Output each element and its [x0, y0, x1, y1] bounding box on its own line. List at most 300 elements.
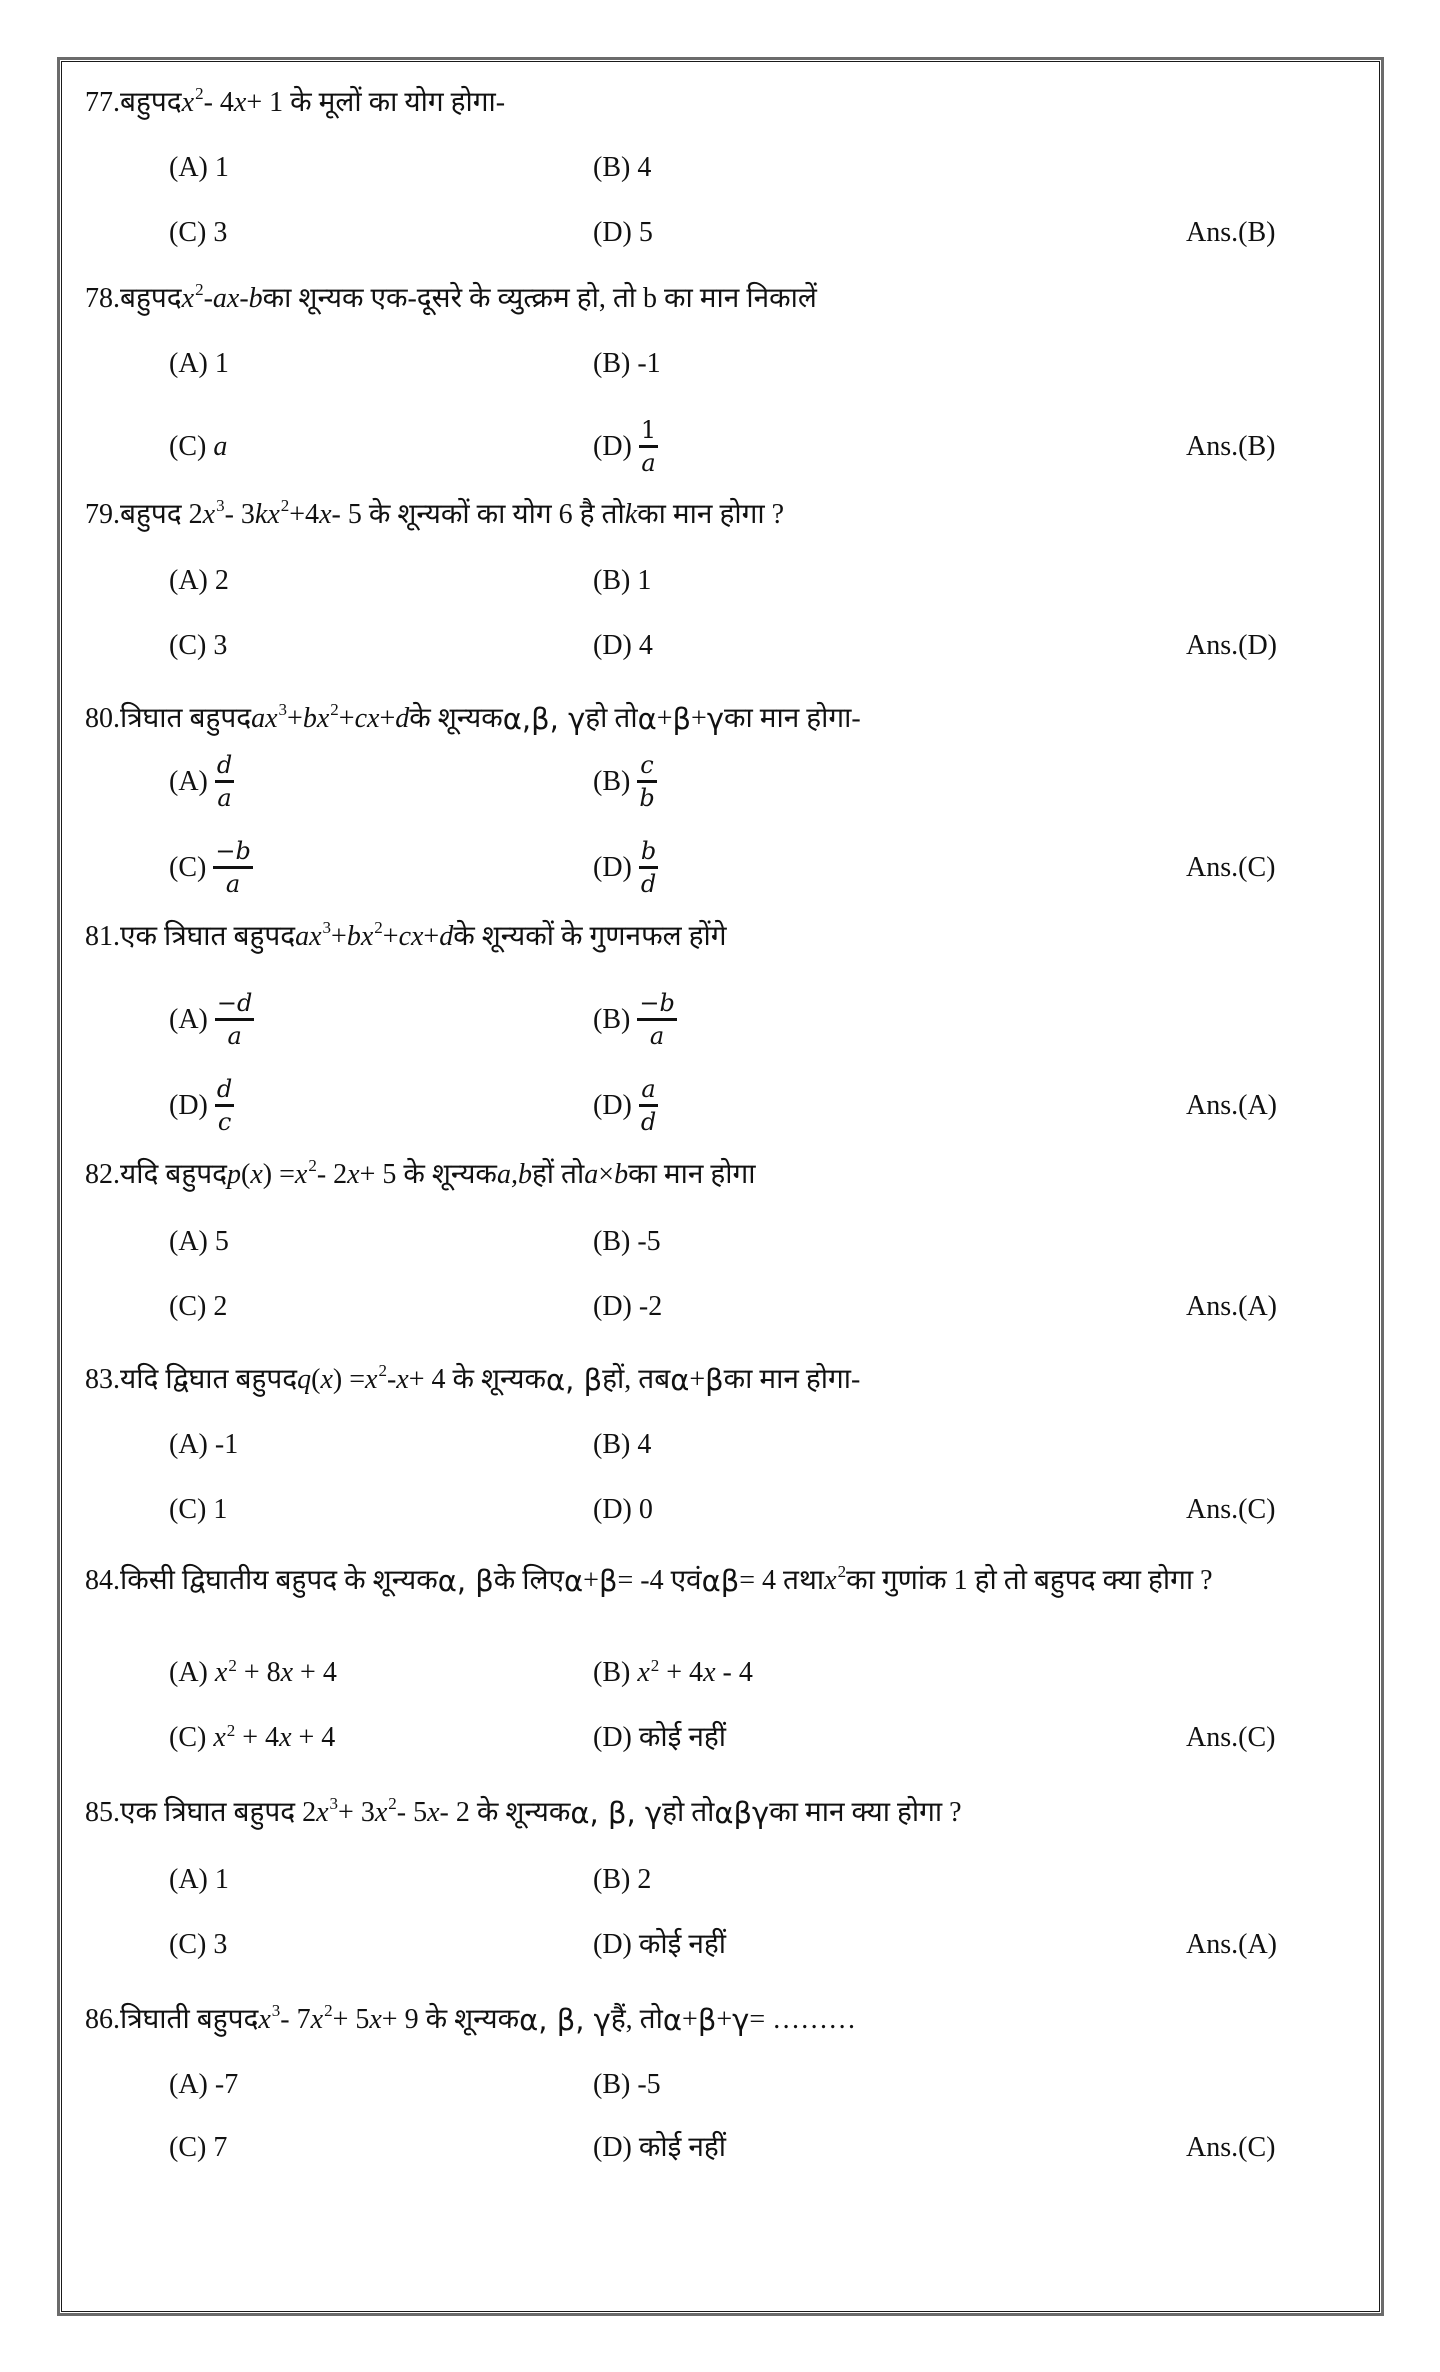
math-variable: x [233, 87, 247, 118]
option [169, 624, 227, 668]
fraction-denominator: c [217, 1107, 232, 1136]
math-exponent: 3 [329, 1793, 339, 1813]
greek-symbol: α,β, γ [502, 701, 586, 736]
text-run: - [203, 283, 213, 314]
option [169, 1220, 229, 1264]
text-run: + [287, 703, 303, 734]
math-variable: cx [398, 921, 424, 952]
math-variable: kx [254, 499, 280, 530]
text-run: का गुणांक 1 हो तो बहुपद क्या होगा ? [846, 1565, 1213, 1596]
option-label: (D) [593, 431, 632, 462]
fraction-numerator: b [640, 837, 657, 866]
fraction-numerator: a [641, 1075, 656, 1104]
option [169, 559, 229, 603]
option-label: (B) [593, 1864, 631, 1895]
fraction-denominator: d [640, 1107, 657, 1136]
math-variable: x [316, 1797, 329, 1828]
fraction [215, 753, 234, 811]
math-exponent: 2 [388, 1793, 397, 1813]
text-run: - 2 के शून्यक [439, 1797, 571, 1828]
fraction-numerator: 1 [640, 416, 657, 445]
math-exponent: 3 [278, 699, 288, 719]
option [593, 1858, 651, 1902]
fraction-denominator: a [225, 869, 241, 898]
text-run: बहुपद 2 [120, 499, 203, 530]
math-exponent: 2 [280, 495, 290, 515]
option-value: -1 [214, 1429, 239, 1460]
option-value: 3 [213, 1929, 228, 1960]
text-run: + [338, 703, 355, 734]
option [593, 559, 651, 603]
math-exponent: 2 [195, 279, 204, 299]
option [593, 2063, 661, 2107]
option-value: 3 [213, 217, 228, 248]
math-exponent: 2 [330, 699, 339, 719]
question-text [85, 697, 861, 741]
option-label: (C) [169, 1291, 207, 1322]
option [593, 1716, 726, 1760]
math-variable: x [319, 499, 332, 530]
option-expression [213, 1721, 336, 1753]
option [169, 837, 253, 898]
answer-value: (C) [1238, 2132, 1276, 2163]
greek-symbol: αβ [701, 1563, 740, 1598]
answer-key [1186, 1084, 1277, 1128]
math-variable: x [202, 499, 216, 530]
option-value: 0 [638, 1494, 653, 1525]
text-run: यदि द्विघात बहुपद [120, 1364, 298, 1395]
answer-key [1186, 211, 1275, 255]
option-label: (D) [593, 1090, 632, 1121]
option [169, 211, 227, 255]
option-label: (D) [593, 1929, 632, 1960]
text-run: का मान होगा- [724, 703, 861, 734]
text-run: यदि बहुपद [120, 1159, 227, 1190]
greek-symbol: α [637, 701, 657, 736]
fraction [215, 1077, 234, 1135]
math-variable: x [280, 1657, 294, 1688]
math-variable: b [248, 283, 263, 314]
option-label: (A) [169, 766, 208, 797]
option [169, 1488, 227, 1532]
option [169, 2063, 238, 2107]
text-run: हैं, तो [610, 2004, 663, 2035]
math-variable: x [347, 1159, 360, 1190]
math-variable: x [279, 1722, 292, 1753]
text-run: - 3 [224, 499, 255, 530]
option [593, 837, 658, 898]
answer-key [1186, 846, 1275, 890]
text-run: + [583, 1565, 599, 1596]
math-variable: x [396, 1364, 409, 1395]
math-variable: ax [295, 921, 322, 952]
question-number: 85. [85, 1797, 120, 1828]
answer-value: (A) [1238, 1929, 1277, 1960]
fraction-denominator: a [227, 1021, 242, 1050]
math-variable: x [213, 1722, 226, 1753]
option [593, 1285, 662, 1329]
text-run: त्रिघाती बहुपद [120, 2004, 259, 2035]
answer-prefix: Ans. [1186, 1494, 1239, 1525]
option-label: (D) [593, 1722, 632, 1753]
question-number: 80. [85, 703, 120, 734]
option-label: (C) [169, 630, 207, 661]
option-value: 1 [213, 1494, 228, 1525]
fraction [637, 753, 656, 811]
fraction-numerator: d [216, 1075, 233, 1104]
answer-key [1186, 624, 1277, 668]
option-value: 5 [214, 1226, 229, 1257]
math-variable: a [584, 1159, 599, 1190]
text-run: + [691, 703, 707, 734]
math-variable: p [227, 1159, 241, 1190]
text-run: ) = [332, 1364, 365, 1395]
text-run: + 5 के शून्यक [359, 1159, 497, 1190]
option [169, 1075, 234, 1136]
option-value: 4 [637, 152, 652, 183]
option [169, 2126, 227, 2170]
math-exponent: 3 [216, 495, 225, 515]
option-label: (D) [593, 217, 632, 248]
question-number: 79. [85, 499, 120, 530]
fraction-numerator: d [216, 751, 233, 780]
fraction-numerator: −b [215, 837, 251, 866]
option-label: (D) [593, 1291, 632, 1322]
greek-symbol: β [598, 1563, 618, 1598]
option-value: 3 [213, 630, 228, 661]
answer-key [1186, 1285, 1277, 1329]
question-text [85, 493, 784, 537]
math-variable: x [427, 1797, 440, 1828]
question-text [85, 915, 727, 959]
option-value: 4 [638, 630, 653, 661]
math-variable: x [258, 2004, 271, 2035]
option [169, 1651, 337, 1695]
math-variable: d [439, 921, 454, 952]
answer-prefix: Ans. [1186, 852, 1239, 883]
math-variable: ax [251, 703, 278, 734]
fraction [215, 991, 254, 1049]
text-run: ( [311, 1364, 321, 1395]
math-variable: a,b [496, 1159, 532, 1190]
math-exponent: 2 [324, 2000, 333, 2020]
text-run: - 7 [280, 2004, 311, 2035]
fraction-denominator: d [640, 869, 657, 898]
text-run: - 5 [396, 1797, 428, 1828]
question-number: 81. [85, 921, 120, 952]
option-label: (B) [593, 2069, 631, 2100]
math-exponent: 2 [378, 1360, 387, 1380]
text-run: - 4 [715, 1657, 753, 1688]
option [169, 1716, 335, 1760]
math-variable: b [614, 1159, 629, 1190]
question-text [85, 1559, 1213, 1603]
answer-prefix: Ans. [1186, 1291, 1239, 1322]
fraction-numerator: −d [216, 989, 253, 1018]
text-run: का शून्यक एक-दूसरे के व्युत्क्रम हो, तो b का मान निकालें [262, 283, 817, 314]
question-number: 77. [85, 87, 120, 118]
text-run: - 2 [316, 1159, 348, 1190]
option [593, 1423, 651, 1467]
fraction [639, 418, 658, 476]
option-label: (B) [593, 766, 631, 797]
greek-symbol: α [662, 2002, 683, 2037]
answer-prefix: Ans. [1186, 1090, 1239, 1121]
math-variable: ax [212, 283, 240, 314]
greek-symbol: β [697, 2002, 717, 2037]
text-run: + 3 [338, 1797, 375, 1828]
answer-value: (C) [1238, 852, 1276, 883]
text-run: के लिए [493, 1565, 565, 1596]
greek-symbol: α, β [546, 1362, 603, 1397]
option-value: 1 [637, 565, 652, 596]
math-exponent: 2 [650, 1656, 660, 1675]
option [593, 146, 651, 190]
fraction-denominator: a [641, 448, 656, 477]
option [169, 1858, 229, 1902]
math-exponent: 2 [837, 1561, 847, 1581]
text-run: + 4 के शून्यक [408, 1364, 547, 1395]
option [593, 624, 653, 668]
greek-symbol: β [672, 701, 692, 736]
option-label: (B) [593, 1226, 631, 1257]
text-run: = 4 तथा [739, 1565, 825, 1596]
option-label: (A) [169, 1004, 208, 1035]
question-text [85, 1153, 756, 1197]
math-variable: x [365, 1364, 378, 1395]
option-value: 2 [214, 565, 229, 596]
fraction-denominator: a [649, 1021, 665, 1050]
option-label: (B) [593, 348, 631, 379]
greek-symbol: γ [732, 2002, 750, 2037]
text-run: + 4 [293, 1657, 337, 1688]
text-run: + 1 के मूलों का योग होगा- [246, 87, 506, 118]
math-exponent: 2 [226, 1721, 236, 1740]
question-number: 83. [85, 1364, 120, 1395]
text-run: + [656, 703, 673, 734]
answer-value: (A) [1238, 1090, 1277, 1121]
option [593, 1220, 661, 1264]
greek-symbol: β [705, 1362, 724, 1397]
text-run: - [386, 1364, 397, 1395]
text-run: हों, तब [602, 1364, 671, 1395]
text-run: = ……… [749, 2004, 857, 2035]
option [169, 146, 229, 190]
option-label: (C) [169, 1494, 207, 1525]
option-expression [214, 1656, 337, 1688]
fraction [639, 839, 658, 897]
text-run: = -4 एवं [617, 1565, 702, 1596]
text-run: ) = [262, 1159, 295, 1190]
option-value: कोई नहीं [638, 2132, 727, 2163]
option-value: -7 [214, 2069, 239, 2100]
answer-prefix: Ans. [1186, 2132, 1239, 2163]
option-value: a [213, 431, 228, 462]
math-variable: x [214, 1657, 228, 1688]
math-variable: x [824, 1565, 837, 1596]
option-value: 1 [214, 1864, 229, 1895]
greek-symbol: α, β, γ [570, 1795, 663, 1830]
answer-value: (C) [1238, 1494, 1276, 1525]
answer-value: (B) [1238, 431, 1276, 462]
text-run: +4 [289, 499, 320, 530]
text-run: हो तो [662, 1797, 715, 1828]
text-run: का मान क्या होगा ? [769, 1797, 962, 1828]
option-label: (C) [169, 2132, 207, 2163]
answer-key [1186, 425, 1275, 469]
answer-value: (A) [1238, 1291, 1277, 1322]
fraction-denominator: b [639, 783, 655, 812]
option [169, 1423, 238, 1467]
option-label: (C) [169, 852, 207, 883]
math-variable: x [294, 1159, 308, 1190]
option-value: 1 [214, 152, 229, 183]
text-run: किसी द्विघातीय बहुपद के शून्यक [120, 1565, 438, 1596]
math-exponent: 3 [271, 2000, 281, 2020]
text-run: + 5 [332, 2004, 370, 2035]
option-label: (C) [169, 217, 207, 248]
text-run: + [379, 703, 396, 734]
option [593, 1488, 653, 1532]
option-label: (D) [593, 1494, 632, 1525]
option-label: (A) [169, 565, 208, 596]
option-label: (A) [169, 1864, 208, 1895]
greek-symbol: α [670, 1362, 690, 1397]
option [593, 211, 653, 255]
text-run: का मान होगा [628, 1159, 756, 1190]
answer-value: (D) [1238, 630, 1277, 661]
option [169, 751, 234, 812]
fraction [637, 991, 676, 1049]
math-variable: x [703, 1657, 716, 1688]
question-text [85, 1358, 860, 1402]
math-variable: k [624, 499, 638, 530]
text-run: हो तो [585, 703, 638, 734]
greek-symbol: α, β [437, 1563, 494, 1598]
math-exponent: 2 [195, 83, 204, 103]
fraction [639, 1077, 658, 1135]
math-variable: x [181, 283, 195, 314]
fraction-denominator: a [217, 783, 232, 812]
fraction [213, 839, 252, 897]
option-value: 7 [213, 2132, 228, 2163]
option [593, 989, 677, 1050]
option-label: (B) [593, 152, 631, 183]
option [593, 1923, 726, 1967]
option-label: (A) [169, 348, 208, 379]
text-run: के शून्यकों के गुणनफल होंगे [453, 921, 727, 952]
option-label: (D) [593, 852, 632, 883]
math-variable: q [297, 1364, 312, 1395]
option [169, 425, 227, 469]
math-variable: x [181, 87, 195, 118]
text-run: + [716, 2004, 733, 2035]
option-value: 5 [638, 217, 653, 248]
option-label: (A) [169, 1226, 208, 1257]
answer-key [1186, 1923, 1277, 1967]
fraction-numerator: c [640, 751, 654, 780]
text-run: + 4 [291, 1722, 336, 1753]
option-value: -2 [638, 1291, 663, 1322]
option [593, 1651, 753, 1695]
option-value: कोई नहीं [638, 1722, 727, 1753]
option [169, 989, 254, 1050]
option-label: (B) [593, 1004, 631, 1035]
greek-symbol: α, β, γ [519, 2002, 611, 2037]
text-run: - [239, 283, 249, 314]
option-value: 4 [637, 1429, 652, 1460]
option-expression [637, 1656, 753, 1688]
question-text [85, 81, 505, 125]
option-label: (C) [169, 1929, 207, 1960]
math-variable: x [369, 2004, 382, 2035]
math-exponent: 2 [228, 1656, 237, 1675]
text-run: हों तो [531, 1159, 585, 1190]
math-variable: bx [302, 703, 330, 734]
option-value: 1 [214, 348, 229, 379]
option-value: 2 [637, 1864, 652, 1895]
answer-value: (B) [1238, 217, 1276, 248]
question-number: 86. [85, 2004, 120, 2035]
answer-key [1186, 1488, 1275, 1532]
option-label: (A) [169, 1429, 208, 1460]
option-label: (C) [169, 431, 207, 462]
option-label: (D) [593, 2132, 632, 2163]
math-exponent: 2 [308, 1155, 317, 1175]
math-variable: cx [354, 703, 380, 734]
text-run: + [689, 1364, 706, 1395]
question-number: 82. [85, 1159, 120, 1190]
option-label: (A) [169, 2069, 208, 2100]
text-run: + [682, 2004, 698, 2035]
math-variable: x [320, 1364, 333, 1395]
text-run: का मान होगा ? [637, 499, 785, 530]
text-run: + 8 [236, 1657, 281, 1688]
text-run: + [423, 921, 440, 952]
text-run: - 4 [203, 87, 234, 118]
answer-key [1186, 1716, 1275, 1760]
question-text [85, 277, 817, 321]
option-value: -1 [637, 348, 661, 379]
answer-prefix: Ans. [1186, 1722, 1239, 1753]
option-label: (D) [593, 630, 632, 661]
option-label: (D) [169, 1090, 208, 1121]
answer-prefix: Ans. [1186, 1929, 1239, 1960]
text-run: एक त्रिघात बहुपद 2 [120, 1797, 317, 1828]
text-run: + 9 के शून्यक [381, 2004, 520, 2035]
text-run: त्रिघात बहुपद [120, 703, 252, 734]
question-text [85, 1791, 962, 1835]
question-number: 78. [85, 283, 120, 314]
option-label: (A) [169, 152, 208, 183]
text-run: का मान होगा- [723, 1364, 861, 1395]
option-label: (C) [169, 1722, 207, 1753]
math-variable: x [374, 1797, 388, 1828]
option-label: (B) [593, 565, 631, 596]
text-run: एक त्रिघात बहुपद [120, 921, 296, 952]
option [169, 342, 229, 386]
option-value: 2 [213, 1291, 228, 1322]
text-run: × [598, 1159, 615, 1190]
greek-symbol: γ [706, 701, 724, 736]
option-label: (A) [169, 1657, 208, 1688]
math-variable: x [310, 2004, 324, 2035]
option [169, 1285, 227, 1329]
option [593, 1075, 658, 1136]
answer-key [1186, 2126, 1275, 2170]
option [593, 751, 657, 812]
text-run: + [331, 921, 347, 952]
